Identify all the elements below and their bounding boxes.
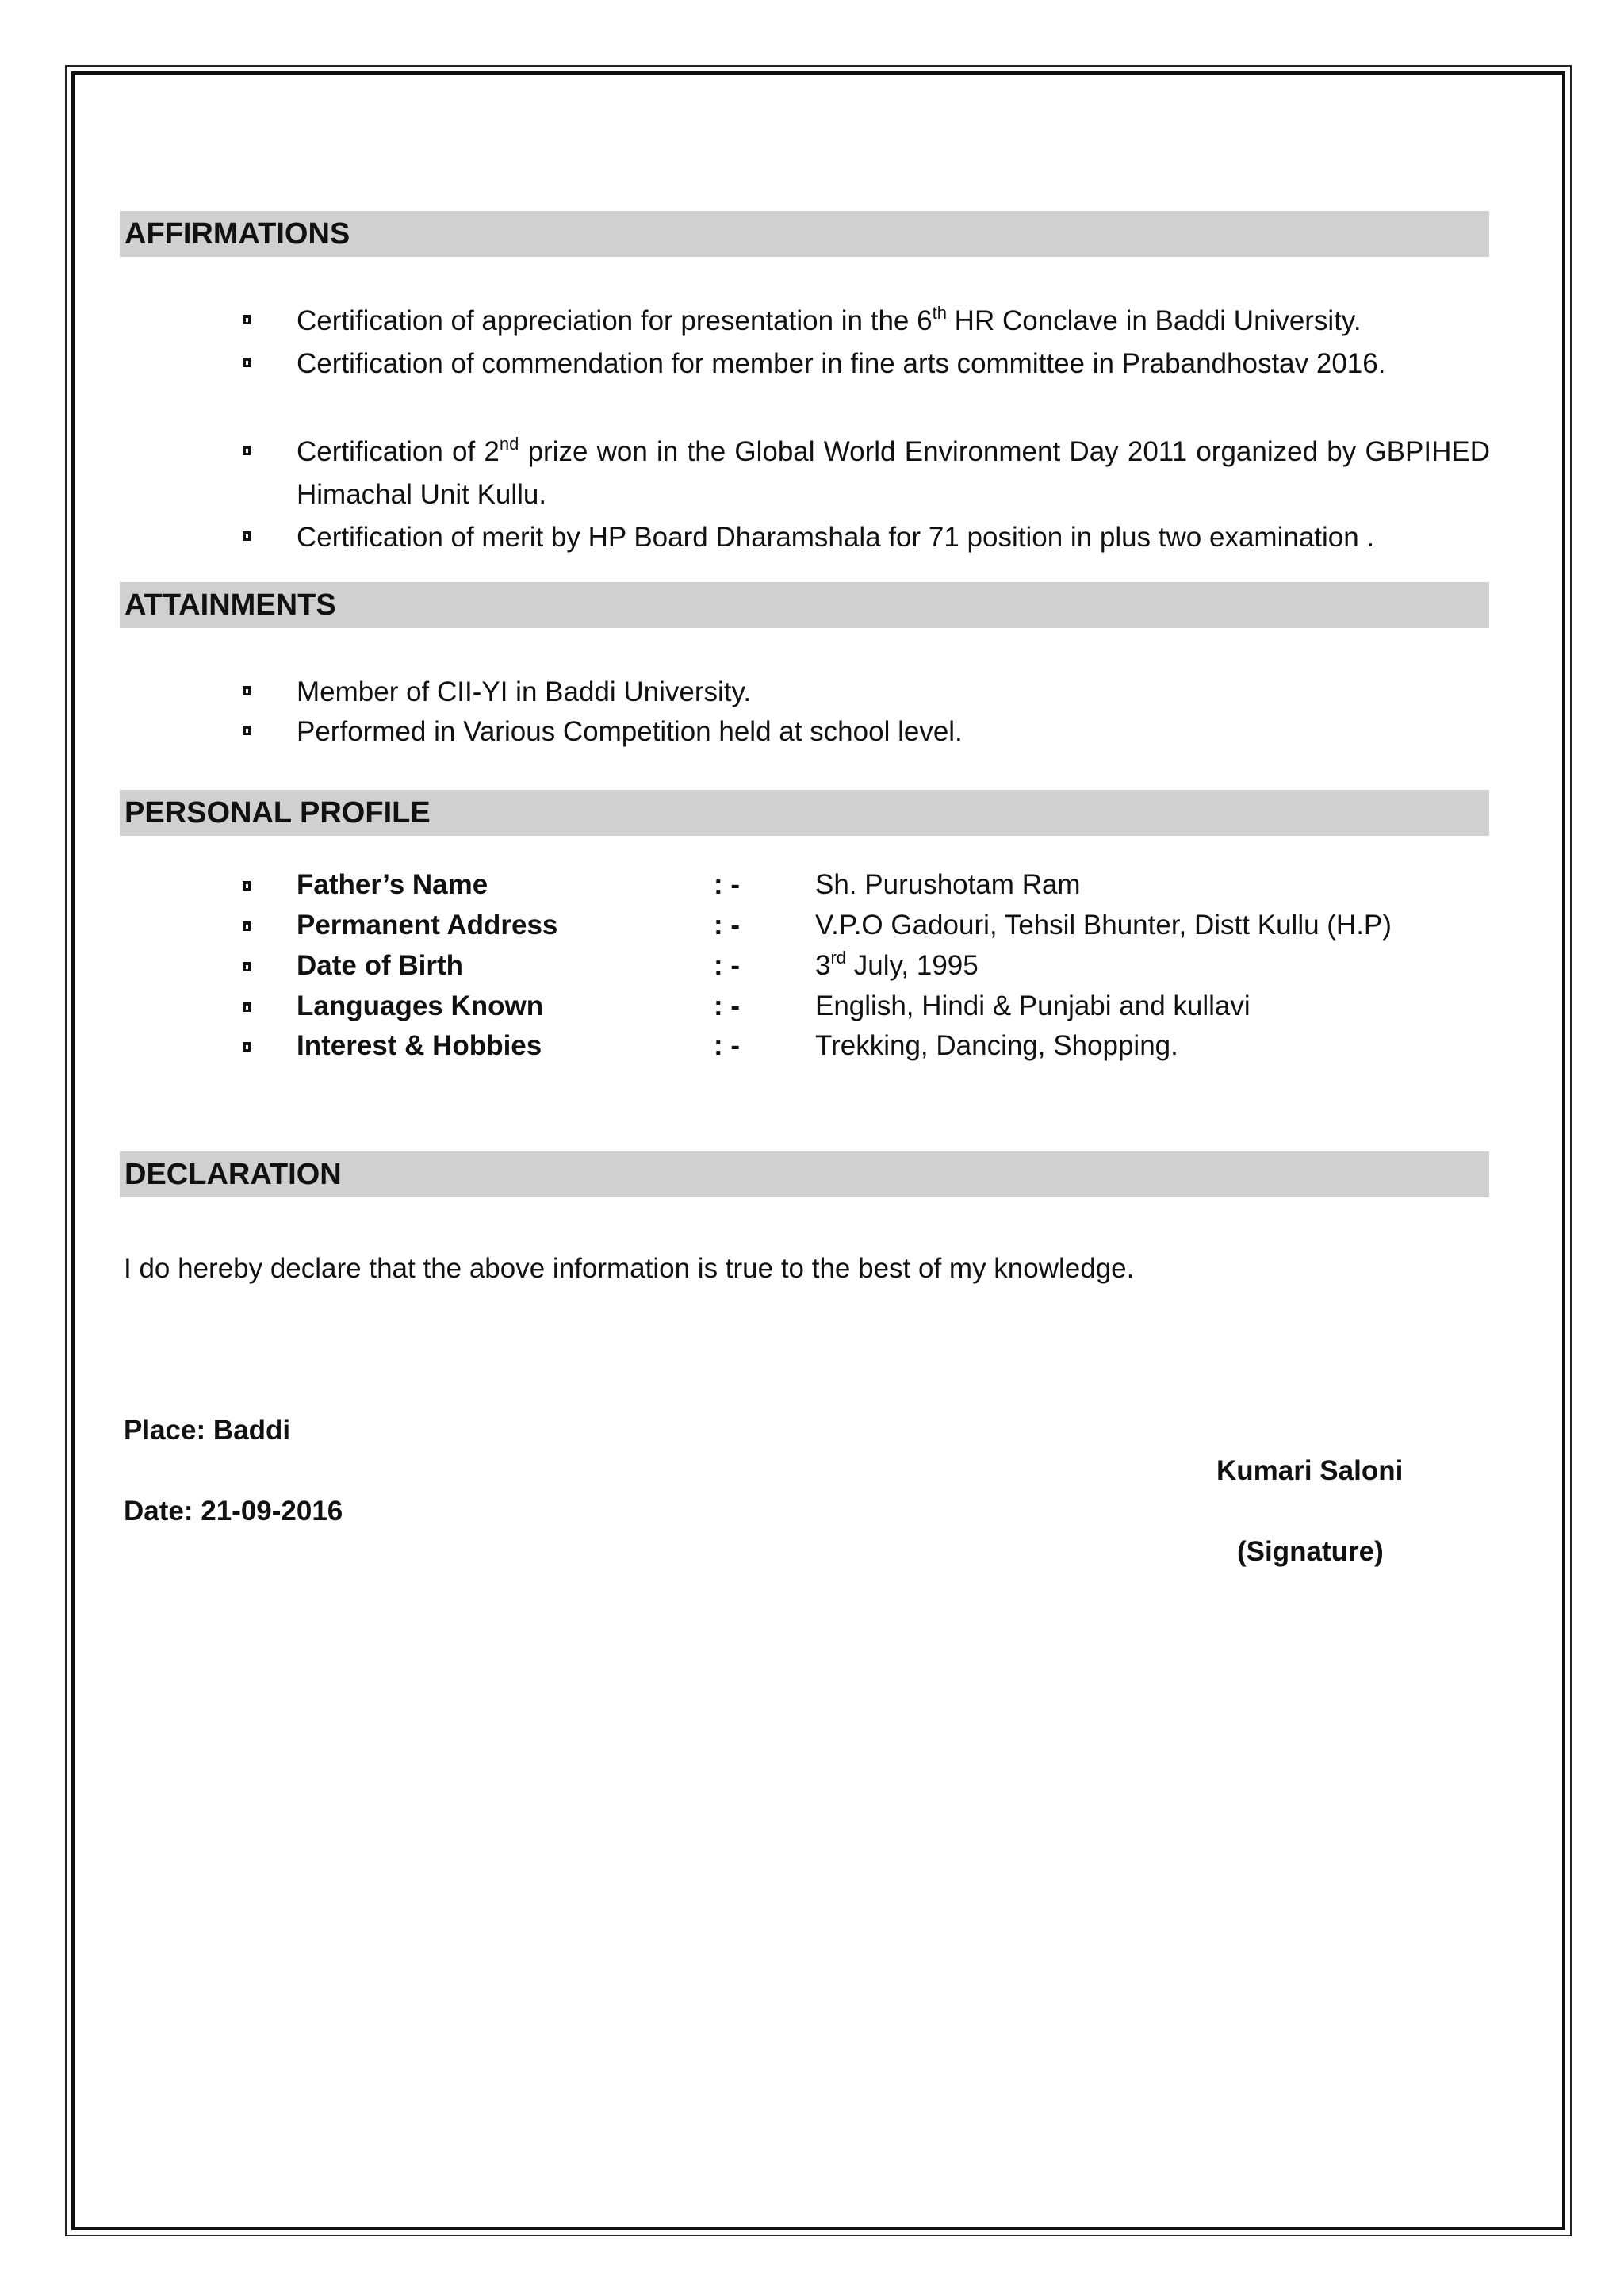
signature-label: (Signature) [1237,1536,1384,1567]
attainment-item: Performed in Various Competition held at school level. [244,711,1489,753]
checkbox-bullet-icon [243,315,251,324]
attainment-item: Member of CII-YI in Baddi University. [244,671,1489,714]
checkbox-bullet-icon [243,531,251,541]
affirmation-item: Certification of 2nd prize won in the Global World Environment Day 2011 organized by GBPIHED Himachal Unit Kullu. [244,431,1489,516]
profile-row-date-of-birth: Date of Birth : - 3rd July, 1995 [244,945,1489,985]
checkbox-bullet-icon [243,921,251,931]
profile-row-languages-known: Languages Known : - English, Hindi & Punjabi and kullavi [244,986,1489,1025]
checkbox-bullet-icon [243,446,251,455]
checkbox-bullet-icon [243,726,251,735]
checkbox-bullet-icon [243,881,251,891]
declaration-text: I do hereby declare that the above information is true to the best of my knowledge. [124,1253,1135,1284]
profile-row-father-name: Father’s Name : - Sh. Purushotam Ram [244,864,1489,904]
checkbox-bullet-icon [243,962,251,971]
affirmation-item: Certification of commendation for member in fine arts committee in Prabandhostav 2016. [244,343,1489,385]
checkbox-bullet-icon [243,358,251,367]
declaration-heading: DECLARATION [120,1151,1489,1197]
profile-row-permanent-address: Permanent Address : - V.P.O Gadouri, Tehsil Bhunter, Distt Kullu (H.P) [244,905,1489,944]
affirmations-heading: AFFIRMATIONS [120,211,1489,257]
checkbox-bullet-icon [243,686,251,695]
signatory-name: Kumari Saloni [1216,1455,1404,1486]
page-border-inner [71,71,1565,2230]
profile-row-interest-hobbies: Interest & Hobbies : - Trekking, Dancing, Shopping. [244,1025,1489,1065]
checkbox-bullet-icon [243,1042,251,1052]
attainments-heading: ATTAINMENTS [120,582,1489,628]
personal-profile-heading: PERSONAL PROFILE [120,790,1489,836]
checkbox-bullet-icon [243,1002,251,1012]
place-label: Place: Baddi [124,1415,291,1446]
date-label: Date: 21-09-2016 [124,1496,343,1527]
affirmation-item: Certification of appreciation for presentation in the 6th HR Conclave in Baddi University. [244,300,1489,343]
affirmation-item: Certification of merit by HP Board Dharamshala for 71 position in plus two examination . [244,516,1489,559]
